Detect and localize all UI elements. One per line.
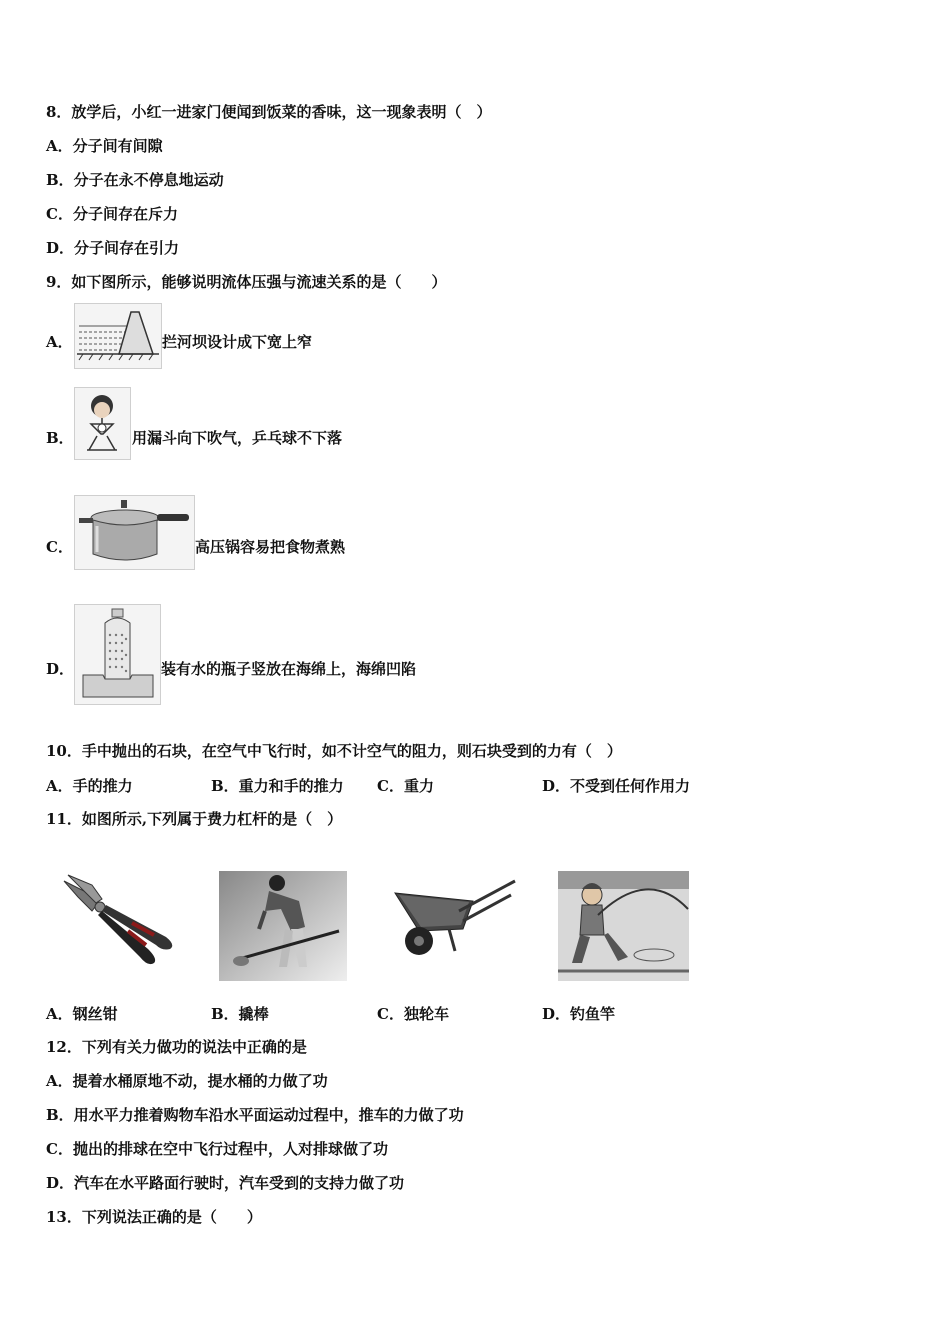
question-8-stem: 8．放学后，小红一进家门便闻到饭菜的香味，这一现象表明（ ）	[46, 103, 492, 121]
question-11-stem: 11．如图所示,下列属于费力杠杆的是（ ）	[46, 810, 343, 828]
wheelbarrow-icon	[389, 871, 517, 981]
question-8-option-b: B．分子在永不停息地运动	[46, 171, 224, 189]
question-8-option-d: D．分子间存在引力	[46, 239, 180, 257]
question-10-option-d: D．不受到任何作用力	[542, 777, 691, 795]
crowbar-worker-icon	[219, 871, 347, 981]
bottle-on-sponge-icon	[74, 604, 161, 705]
question-10-stem: 10．手中抛出的石块，在空气中飞行时，如不计空气的阻力，则石块受到的力有（ ）	[46, 742, 622, 760]
question-13-stem: 13．下列说法正确的是（ ）	[46, 1208, 262, 1226]
pliers-icon	[58, 871, 178, 981]
question-12-stem: 12．下列有关力做功的说法中正确的是	[46, 1038, 307, 1056]
question-10-option-a: A．手的推力	[46, 777, 133, 795]
question-9-option-b-text: 用漏斗向下吹气，乒乓球不下落	[132, 429, 343, 447]
question-11-option-d: D．钓鱼竿	[542, 1005, 616, 1023]
question-9-option-b-letter: B．	[46, 429, 74, 447]
question-8-option-c: C．分子间存在斥力	[46, 205, 178, 223]
pressure-cooker-icon	[74, 495, 195, 570]
question-12-option-d: D．汽车在水平路面行驶时，汽车受到的支持力做了功	[46, 1174, 405, 1192]
question-9-stem: 9．如下图所示，能够说明流体压强与流速关系的是（ ）	[46, 273, 447, 291]
question-9-option-d-text: 装有水的瓶子竖放在海绵上，海绵凹陷	[161, 660, 417, 678]
fishing-rod-icon	[558, 871, 689, 981]
question-9-option-d-letter: D．	[46, 660, 75, 678]
question-11-option-b: B．撬棒	[211, 1005, 269, 1023]
funnel-blowing-icon	[74, 387, 131, 460]
question-9-option-a-text: 拦河坝设计成下宽上窄	[162, 333, 313, 351]
question-9-option-c-letter: C．	[46, 538, 73, 556]
question-11-option-a: A．钢丝钳	[46, 1005, 118, 1023]
dam-icon	[74, 303, 162, 369]
question-8-option-a: A．分子间有间隙	[46, 137, 163, 155]
question-9-option-a-letter: A．	[46, 333, 73, 351]
question-9-option-c-text: 高压锅容易把食物煮熟	[195, 538, 346, 556]
question-12-option-c: C．抛出的排球在空中飞行过程中，人对排球做了功	[46, 1140, 388, 1158]
question-12-option-a: A．提着水桶原地不动，提水桶的力做了功	[46, 1072, 328, 1090]
question-10-option-b: B．重力和手的推力	[211, 777, 344, 795]
question-10-option-c: C．重力	[377, 777, 434, 795]
question-11-option-c: C．独轮车	[377, 1005, 449, 1023]
question-12-option-b: B．用水平力推着购物车沿水平面运动过程中，推车的力做了功	[46, 1106, 464, 1124]
